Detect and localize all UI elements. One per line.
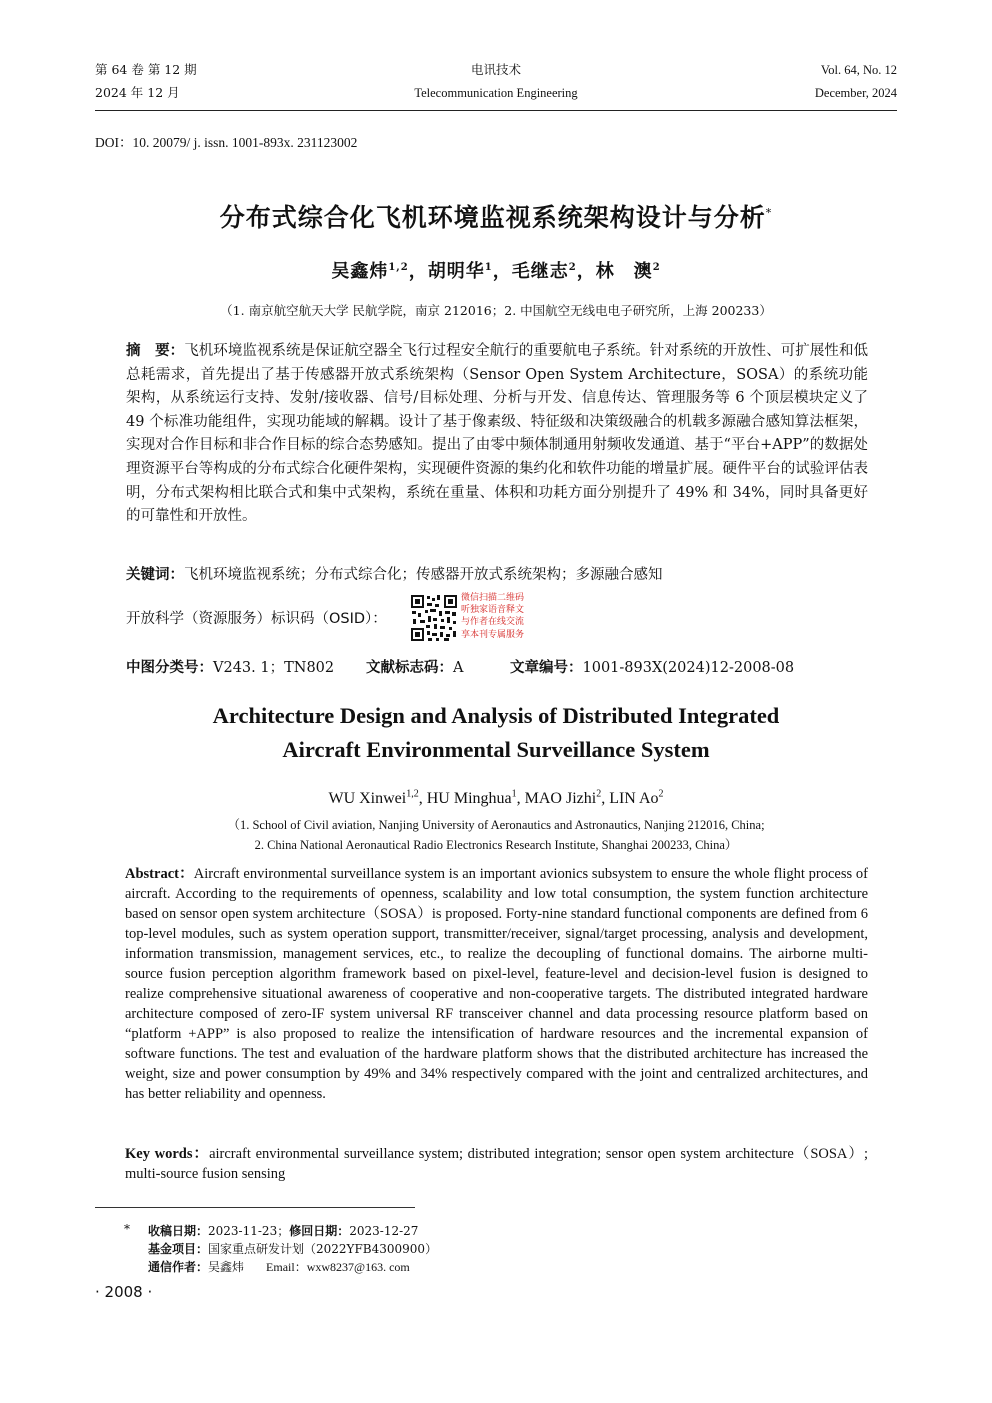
date-cn: 2024 年 12 月 [95, 84, 180, 100]
abstract-en-text: Aircraft environmental surveillance system is an important avionics subsystem to ensure the whole flight process of aircraft. According to the requirements of openness, scalability and low total consumption, the system function architecture based on sensor open system architecture（SOSA）is proposed. Forty-nine standard functional components are defined from 6 top-level modules, such as system operation support, transmitter/receiver, signal/target processing, analysis and development, information transmission, management services, etc., to realize the decoupling of functional domains. The airborne multi-source fusion perception algorithm framework based on pixel-level, feature-level and decision-level fusion is designed to realize comprehensive situational awareness of cooperative and non-cooperative targets. The distributed integrated hardware architecture composed of zero-IF system universal RF transceiver channel and data processing resource platform based on “platform +APP” is also proposed to realize the intensification of hardware resources and the incremental expansion of software functions. The test and evaluation of the hardware platform shows that the distributed architecture has increased the weight, size and power consumption by 49% and 34% respectively compared with the joint and centralized architectures, and has better reliability and openness. [125, 866, 868, 1102]
qr-code-caption: 微信扫描二维码 听独家语音释文 与作者在线交流 享本刊专属服务 [461, 593, 525, 640]
affiliation-en: （1. School of Civil aviation, Nanjing University of Aeronautics and Astronautics, Nanjing 212016, China; 2. China National Aeronautical Radio Electronics Research Institute, Shanghai 200233, China） [227, 818, 765, 852]
document-code: 文献标志码：A [366, 660, 464, 676]
volume-issue-cn: 第 64 卷 第 12 期 [95, 62, 197, 77]
keywords-en-text: aircraft environmental surveillance system; distributed integration; sensor open system architecture（SOSA）; multi-source fusion sensing [125, 1146, 868, 1182]
paper-title-cn [0, 198, 992, 234]
footnote-dates: 收稿日期：2023-11-23；修回日期：2023-12-27 [148, 1224, 419, 1238]
abstract-en [125, 864, 868, 1104]
author-cn: 毛继志$^2$， [511, 261, 596, 282]
article-number: 文章编号：1001-893X(2024)12-2008-08 [510, 660, 795, 676]
paper-title-en [0, 699, 992, 767]
page-number: · 2008 · [95, 1283, 153, 1301]
abstract-en-label: Abstract： [125, 866, 194, 882]
journal-name-cn: 电讯技术 [470, 62, 521, 77]
osid-label: 开放科学（资源服务）标识码（OSID）： [126, 611, 387, 627]
volume-issue-en: Vol. 64, No. 12 [820, 63, 897, 77]
paper-title-en-line: Aircraft Environmental Surveillance System [282, 737, 710, 762]
author-en: MAO Jizhi$^2$, [524, 789, 610, 808]
author-list-en [0, 789, 992, 808]
footnote-corresponding: 通信作者：吴鑫炜 Email：wxw8237@163. com [148, 1260, 410, 1274]
footnote [148, 1222, 437, 1276]
doi[interactable]: DOI：10. 20079/ j. issn. 1001-893x. 231123002 [95, 135, 358, 150]
journal-volume-en [815, 64, 897, 109]
footnote-fund: 基金项目：国家重点研发计划（2022YFB4300900） [148, 1242, 438, 1256]
clc-number: 中图分类号：V243. 1；TN802 [126, 660, 335, 676]
keywords-en [125, 1144, 868, 1184]
corresponding-email[interactable]: Email：wxw8237@163. com [266, 1260, 410, 1274]
paper-title-cn-text: 分布式综合化飞机环境监视系统架构设计与分析 [219, 203, 766, 232]
qr-code-icon[interactable] [410, 594, 458, 642]
paper-title-en-line: Architecture Design and Analysis of Distributed Integrated [212, 703, 780, 728]
footnote-rule [95, 1207, 415, 1208]
author-en: HU Minghua$^1$, [426, 789, 525, 808]
abstract-cn-text: 飞机环境监视系统是保证航空器全飞行过程安全航行的重要航电子系统。针对系统的开放性、可扩展性和低总耗需求，首先提出了基于传感器开放式系统架构（Sensor Open System Architecture，SOSA）的系统功能架构，从系统运行支持、发射/接收器、信号/目标处理、分析与开发、信息传达、管理服务等 6 个顶层模块定义了 49 个标准功能组件，实现功能域的解耦。设计了基于像素级、特征级和决策级融合的机载多源融合感知算法框架，实现对合作目标和非合作目标的综合态势感知。提出了由零中频体制通用射频收发通道、基于“平台+APP”的数据处理资源平台等构成的分布式综合化硬件架构，实现硬件资源的集约化和软件功能的增量扩展。硬件平台的试验评估表明，分布式架构相比联合式和集中式架构，系统在重量、体积和功耗方面分别提升了 49% 和 34%，同时具备更好的可靠性和开放性。 [126, 343, 868, 525]
affiliation-cn: （1. 南京航空航天大学 民航学院，南京 212016；2. 中国航空无线电电子研究所，上海 200233） [220, 303, 772, 318]
date-en: December, 2024 [814, 85, 897, 100]
author-list-cn [0, 257, 992, 283]
author-en: WU Xinwei$^{1,2}$, [328, 789, 427, 808]
abstract-cn-label: 摘 要： [126, 343, 185, 359]
author-cn: 吴鑫炜$^{1,2}$， [331, 261, 428, 282]
author-en: LIN Ao$^2$ [609, 789, 664, 808]
abstract-cn [126, 340, 868, 529]
keywords-cn-text: 飞机环境监视系统；分布式综合化；传感器开放式系统架构；多源融合感知 [184, 567, 663, 583]
header-rule [95, 110, 897, 111]
keywords-en-label: Key words： [125, 1146, 210, 1162]
journal-name-en: Telecommunication Engineering [414, 85, 578, 100]
title-footnote-mark: * [765, 206, 773, 220]
keywords-cn-label: 关键词： [126, 567, 184, 583]
author-cn: 林 澳$^2$ [595, 261, 661, 282]
keywords-cn [126, 563, 868, 587]
footnote-mark: * [124, 1222, 130, 1236]
author-cn: 胡明华$^1$， [427, 261, 512, 282]
